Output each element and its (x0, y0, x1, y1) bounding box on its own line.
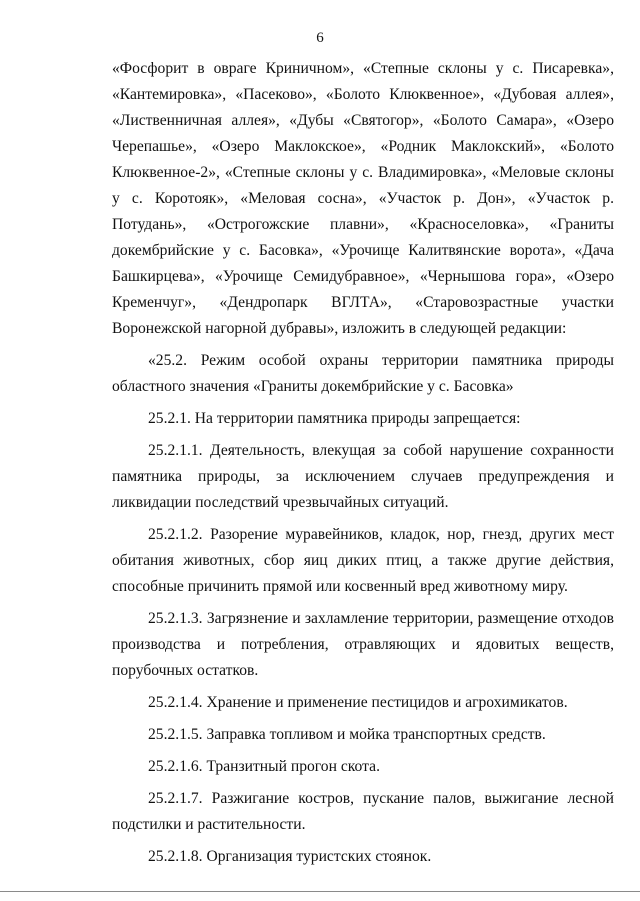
page-number: 6 (316, 30, 324, 46)
intro-paragraph: «Фосфорит в овраге Криничном», «Степные склоны у с. Писаревка», «Кантемировка», «Пасеково», «Болото Клюквенное», «Дубовая аллея», «Лиственничная аллея», «Дубы «Святогор», «Болото Самара», «Озеро Черепашье», «Озеро Маклокское», «Родник Маклокский», «Болото Клюквенное-2», «Степные склоны у с. Владимировка», «Меловые склоны у с. Коротояк», «Меловая сосна», «Участок р. Дон», «Участок р. Потудань», «Острогожские плавни», «Красноселовка», «Граниты докембрийские у с. Басовка», «Урочище Калитвянские ворота», «Дача Башкирцева», «Урочище Семидубравное», «Чернышова гора», «Озеро Кременчуг», «Дендропарк ВГЛТА», «Старовозрастные участки Воронежской нагорной дубравы», изложить в следующей редакции: (112, 60, 614, 337)
clause-25-2-1-5: 25.2.1.5. Заправка топливом и мойка транспортных средств. (148, 726, 546, 743)
clause-25-2-1: 25.2.1. На территории памятника природы запрещается: (148, 410, 521, 427)
bottom-rule (0, 891, 640, 892)
clause-25-2-1-1: 25.2.1.1. Деятельность, влекущая за собой нарушение сохранности памятника природы, за исключением случаев предупреждения и ликвидации последствий чрезвычайных ситуаций. (112, 442, 614, 511)
clause-25-2-1-8: 25.2.1.8. Организация туристских стоянок. (148, 848, 432, 865)
clause-25-2-1-2: 25.2.1.2. Разорение муравейников, кладок, нор, гнезд, других мест обитания животных, сбор яиц диких птиц, а также другие действия, способные причинить прямой или косвенный вред животному миру. (112, 526, 614, 595)
clause-25-2-1-4: 25.2.1.4. Хранение и применение пестицидов и агрохимикатов. (148, 694, 568, 711)
clause-25-2-1-6: 25.2.1.6. Транзитный прогон скота. (148, 758, 380, 775)
section-heading-25-2: «25.2. Режим особой охраны территории памятника природы областного значения «Граниты докембрийские у с. Басовка» (112, 352, 614, 395)
document-body (112, 56, 614, 870)
clause-25-2-1-7: 25.2.1.7. Разжигание костров, пускание палов, выжигание лесной подстилки и растительности. (112, 790, 614, 833)
clause-25-2-1-3: 25.2.1.3. Загрязнение и захламление территории, размещение отходов производства и потребления, отравляющих и ядовитых веществ, порубочных остатков. (112, 610, 614, 679)
